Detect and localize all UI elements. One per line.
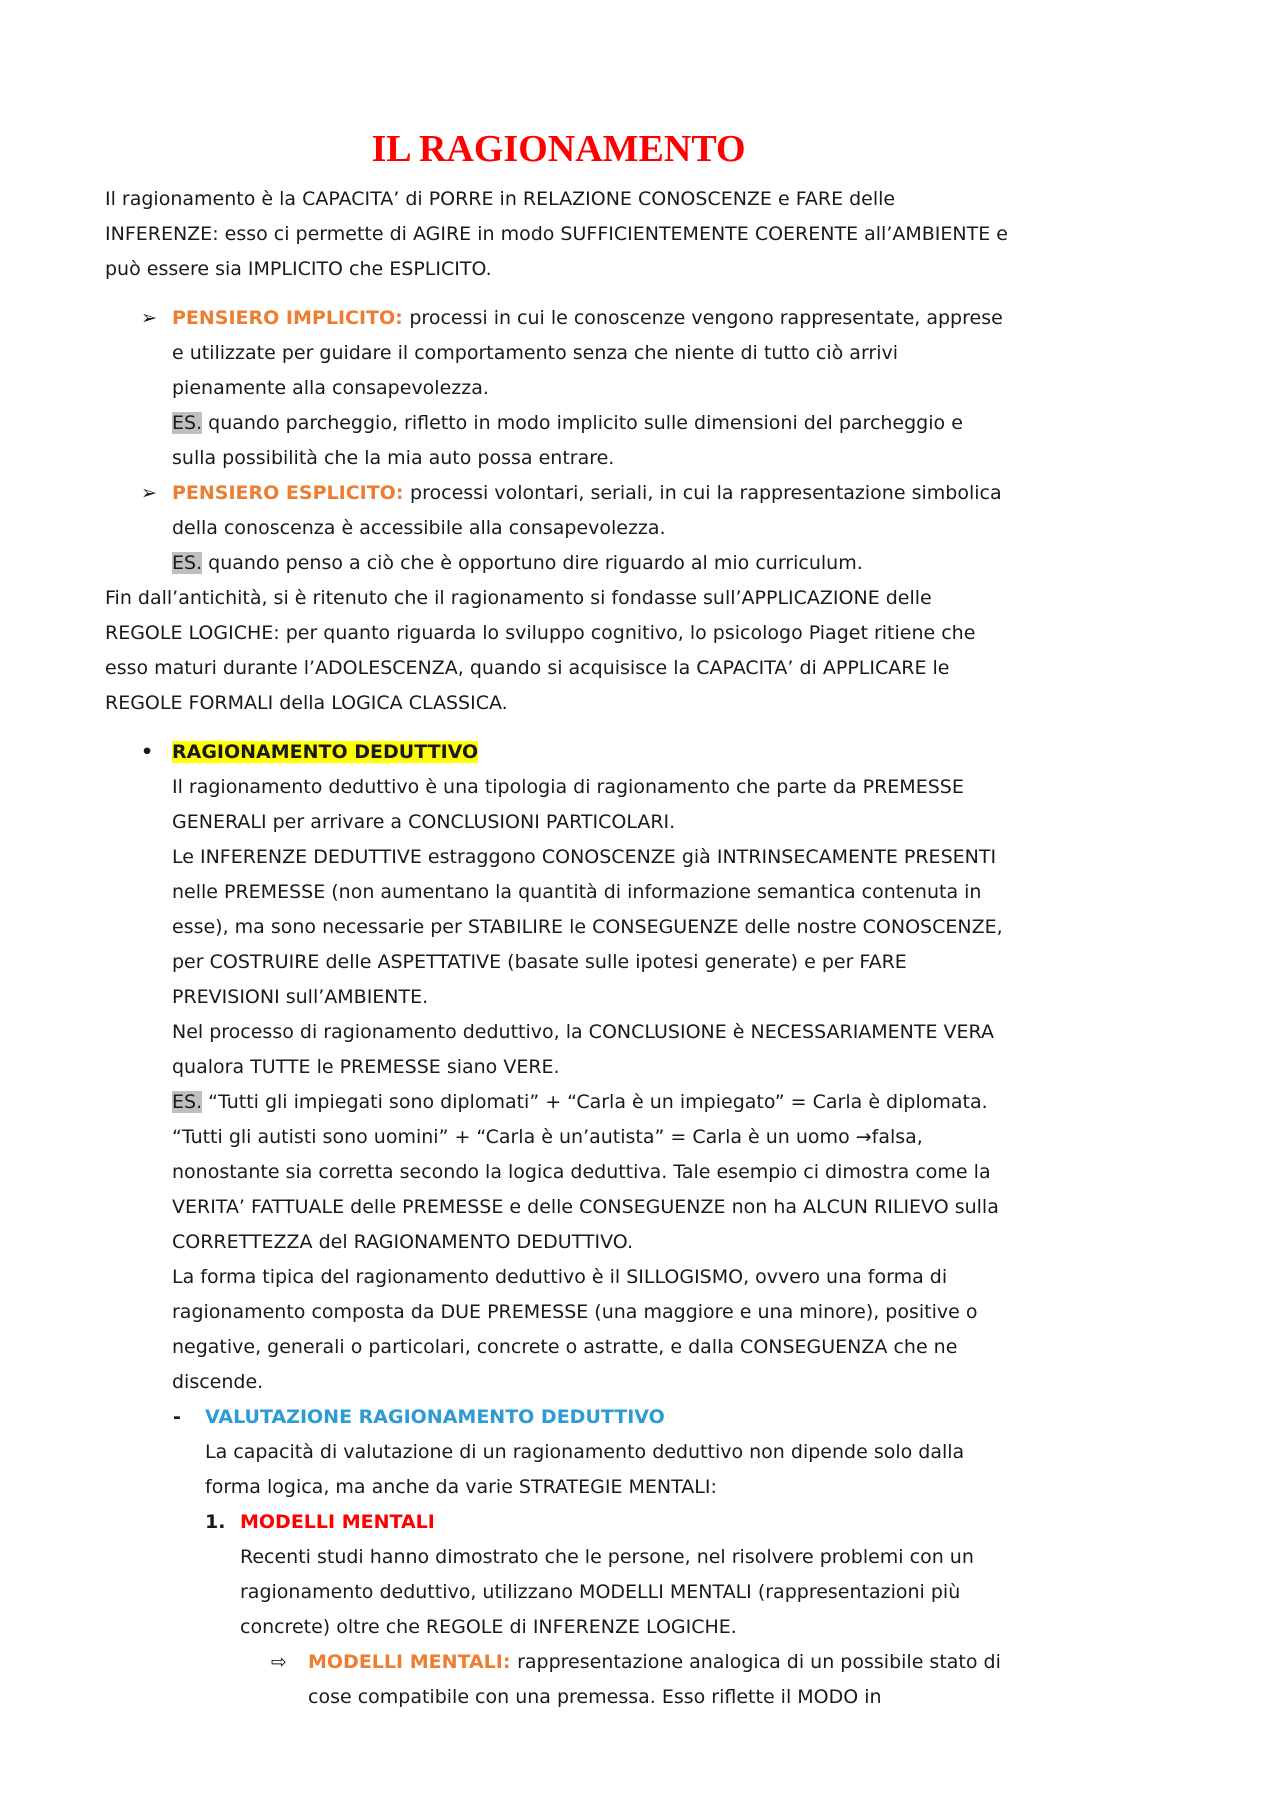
arrowhead-bullet-icon: ➢	[141, 307, 157, 329]
intro-paragraph	[105, 182, 1012, 287]
arrowhead-bullet-icon: ➢	[141, 482, 157, 504]
arrow-bullet-icon: ⇨	[271, 1651, 287, 1673]
text-run: La forma tipica del ragionamento deduttivo è il SILLOGISMO, ovvero una forma di ragionamento composta da DUE PREMESSE (una maggiore e una minore), positive o negative, generali o particolari, concrete o astratte, e dalla CONSEGUENZA che ne discende.	[172, 1266, 984, 1393]
valutazione-body	[105, 1435, 1012, 1505]
page-title: IL RAGIONAMENTO	[371, 128, 746, 170]
highlight-gray-text: ES.	[172, 552, 203, 574]
text-run: processi volontari, seriali, in cui la rappresentazione simbolica della conoscenza è accessibile alla consapevolezza.	[172, 482, 1008, 539]
list-item-pensiero-implicito	[105, 301, 1012, 476]
dot-bullet-icon: •	[141, 741, 154, 763]
text-run: La capacità di valutazione di un ragionamento deduttivo non dipende solo dalla forma logica, ma anche da varie STRATEGIE MENTALI:	[205, 1441, 971, 1498]
text-run: processi in cui le conoscenze vengono rappresentate, apprese e utilizzate per guidare il comportamento senza che niente di tutto ciò arrivi pienamente alla consapevolezza.	[172, 307, 1009, 399]
highlight-gray-text: ES.	[172, 412, 203, 434]
text-run: Fin dall’antichità, si è ritenuto che il ragionamento si fondasse sull’APPLICAZIONE delle REGOLE LOGICHE: per quanto riguarda lo sviluppo cognitivo, lo psicologo Piaget ritiene che esso maturi durante l’ADOLESCENZA, quando si acquisisce la CAPACITA’ di APPLICARE le REGOLE FORMALI della LOGICA CLASSICA.	[105, 587, 982, 714]
text-run: rappresentazione analogica di un possibile stato di cose compatibile con una premessa. Esso riflette il MODO in	[308, 1651, 1007, 1708]
ragionamento-deduttivo-body	[105, 770, 1012, 1400]
label-blue-text: VALUTAZIONE RAGIONAMENTO DEDUTTIVO	[205, 1406, 665, 1428]
numbered-heading-modelli-mentali	[105, 1505, 1012, 1540]
label-orange-text: PENSIERO IMPLICITO:	[172, 307, 410, 329]
modelli-mentali-body	[105, 1540, 1012, 1645]
dash-bullet-icon: -	[173, 1406, 181, 1428]
highlight-gray-text: ES.	[172, 1091, 203, 1113]
label-red-text: MODELLI MENTALI	[240, 1511, 435, 1533]
text-run: quando penso a ciò che è opportuno dire riguardo al mio curriculum.	[202, 552, 863, 574]
text-run: Le INFERENZE DEDUTTIVE estraggono CONOSCENZE già INTRINSECAMENTE PRESENTI nelle PREMESSE (non aumentano la quantità di informazione semantica contenuta in esse), ma sono necessarie per STABILIRE le CONSEGUENZE delle nostre CONOSCENZE, per COSTRUIRE delle ASPETTATIVE (basate sulle ipotesi generate) e per FARE PREVISIONI sull’AMBIENTE.	[172, 846, 1009, 1008]
history-paragraph	[105, 581, 1012, 721]
text-run: quando parcheggio, rifletto in modo implicito sulle dimensioni del parcheggio e sulla possibilità che la mia auto possa entrare.	[172, 412, 969, 469]
label-orange-text: MODELLI MENTALI:	[308, 1651, 518, 1673]
subsection-heading-valutazione	[105, 1400, 1012, 1435]
list-item-pensiero-esplicito	[105, 476, 1012, 581]
section-heading-ragionamento-deduttivo	[105, 735, 1012, 770]
label-orange-text: PENSIERO ESPLICITO:	[172, 482, 411, 504]
text-run: Il ragionamento è la CAPACITA’ di PORRE in RELAZIONE CONOSCENZE e FARE delle INFERENZE: esso ci permette di AGIRE in modo SUFFICIENTEMENTE COERENTE all’AMBIENTE e può essere sia IMPLICITO che ESPLICITO.	[105, 188, 1014, 280]
text-run: Il ragionamento deduttivo è una tipologia di ragionamento che parte da PREMESSE GENERALI per arrivare a CONCLUSIONI PARTICOLARI.	[172, 776, 970, 833]
document-body	[105, 182, 1012, 1715]
arrow-item-modelli-mentali-definition	[105, 1645, 1012, 1715]
highlight-yellow-text: RAGIONAMENTO DEDUTTIVO	[172, 741, 479, 763]
number-label: 1.	[205, 1511, 226, 1533]
text-run: Nel processo di ragionamento deduttivo, la CONCLUSIONE è NECESSARIAMENTE VERA qualora TUTTE le PREMESSE siano VERE.	[172, 1021, 1001, 1078]
text-run: “Tutti gli impiegati sono diplomati” + “Carla è un impiegato” = Carla è diplomata. “Tutti gli autisti sono uomini” + “Carla è un’autista” = Carla è un uomo →falsa, nonostante sia corretta secondo la logica deduttiva. Tale esempio ci dimostra come la VERITA’ FATTUALE delle PREMESSE e delle CONSEGUENZE non ha ALCUN RILIEVO sulla CORRETTEZZA del RAGIONAMENTO DEDUTTIVO.	[172, 1091, 1005, 1253]
text-run: Recenti studi hanno dimostrato che le persone, nel risolvere problemi con un ragionamento deduttivo, utilizzano MODELLI MENTALI (rappresentazioni più concrete) oltre che REGOLE di INFERENZE LOGICHE.	[240, 1546, 980, 1638]
